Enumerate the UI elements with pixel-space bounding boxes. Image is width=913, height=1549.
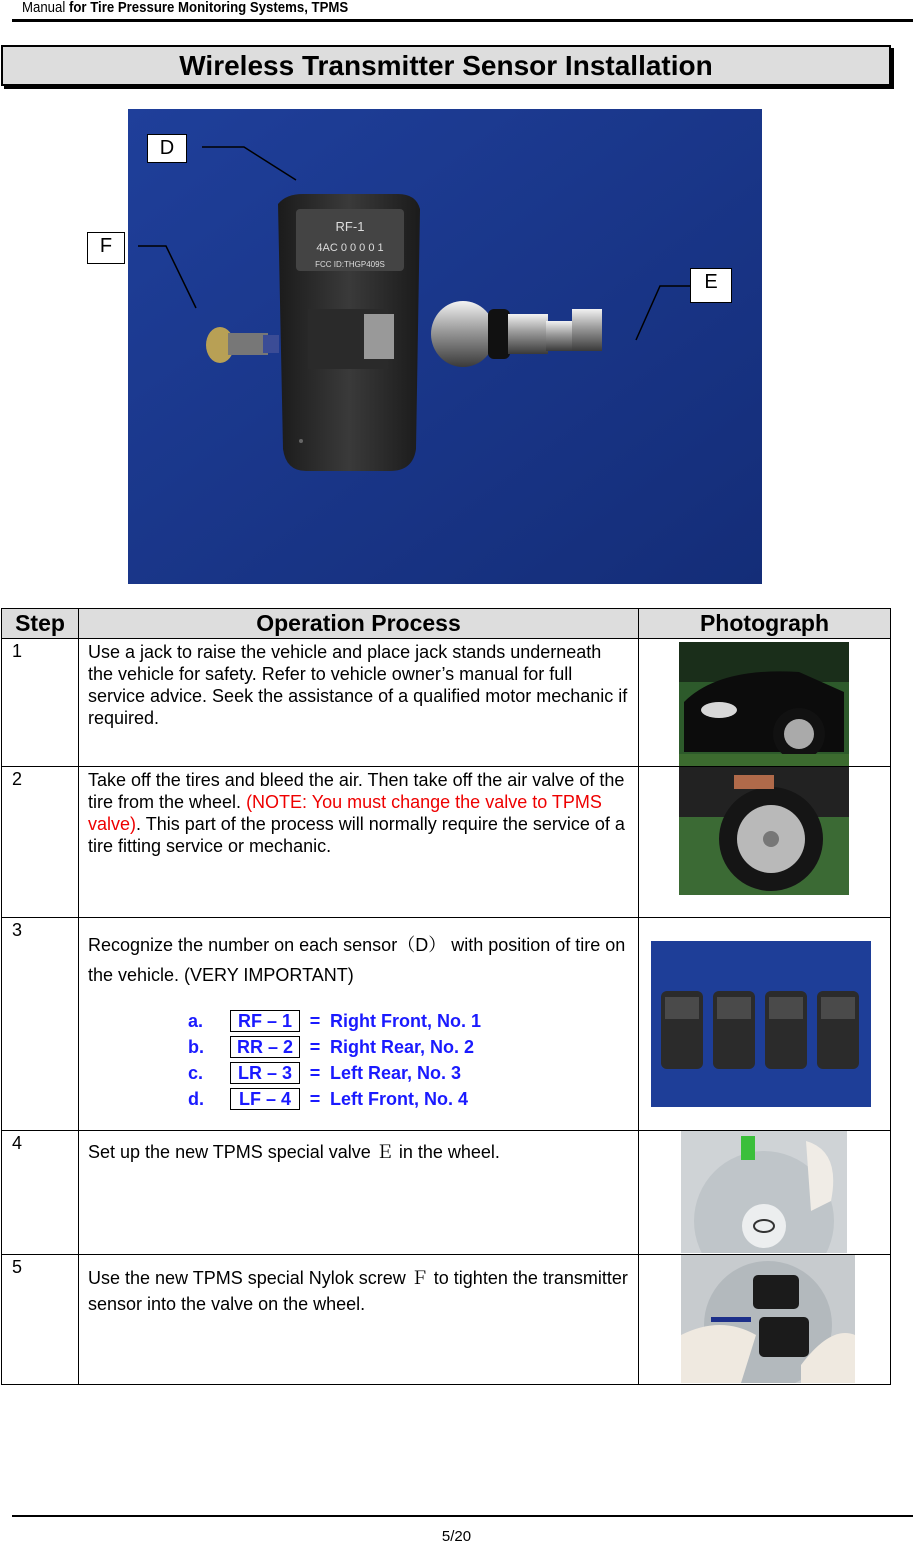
table-row <box>2 1255 891 1385</box>
code-equals: = <box>309 1063 321 1083</box>
code-equals: = <box>309 1037 321 1057</box>
step-number: 2 <box>2 767 79 918</box>
step-note: (NOTE: You must change the valve to TPMS valve) <box>88 792 602 834</box>
table-row <box>2 639 891 767</box>
photo-cell <box>639 767 891 918</box>
table-row <box>2 767 891 918</box>
steps-table <box>1 608 891 1385</box>
col-header-photograph: Photograph <box>639 609 891 639</box>
photo-cell <box>639 918 891 1131</box>
col-header-operation: Operation Process <box>79 609 639 639</box>
sensor-photo <box>128 109 762 584</box>
header-prefix: Manual <box>22 0 66 16</box>
step-text: Set up the new TPMS special valve Ｅ in the wheel. <box>79 1131 639 1255</box>
code-meaning: Right Rear, No. 2 <box>330 1037 475 1057</box>
running-header <box>22 0 348 16</box>
code-equals: = <box>309 1011 321 1031</box>
step-number: 1 <box>2 639 79 767</box>
code-equals: = <box>309 1089 321 1109</box>
list-item <box>188 1008 630 1034</box>
page-number: 5/20 <box>441 1528 472 1545</box>
code-meaning: Left Front, No. 4 <box>330 1089 468 1109</box>
photo-cell <box>639 639 891 767</box>
step-text: Recognize the number on each sensor（D） with position of tire on the vehicle. (VERY IMPORTANT) <box>88 935 626 985</box>
step-number: 5 <box>2 1255 79 1385</box>
sensor-label-line3: FCC ID:THGP409S <box>315 260 385 269</box>
table-row <box>2 918 891 1131</box>
four-sensors-photo <box>651 941 871 1107</box>
code-letter: b. <box>188 1037 204 1057</box>
section-title-box <box>1 45 891 86</box>
footer-rule <box>12 1515 913 1517</box>
code-box: RR – 2 <box>230 1036 300 1058</box>
code-box: LR – 3 <box>230 1062 300 1084</box>
list-item <box>188 1060 630 1086</box>
callout-d: D <box>147 134 187 163</box>
code-box: LF – 4 <box>230 1088 300 1110</box>
step-number: 4 <box>2 1131 79 1255</box>
step-text: Use a jack to raise the vehicle and place jack stands underneath the vehicle for safety. Refer to vehicle owner’s manual for full service advice. Seek the assistance of a qualified motor mechanic if required. <box>79 639 639 767</box>
screw-tighten-photo <box>681 1255 855 1383</box>
code-meaning: Right Front, No. 1 <box>330 1011 481 1031</box>
step-cell <box>79 918 639 1131</box>
callout-f: F <box>87 232 125 264</box>
sensor-label-line2: 4AC 0 0 0 0 1 <box>316 242 384 254</box>
section-title: Wireless Transmitter Sensor Installation <box>179 50 713 81</box>
header-title: for Tire Pressure Monitoring Systems, TPMS <box>68 0 349 16</box>
code-meaning: Left Rear, No. 3 <box>330 1063 462 1083</box>
car-jack-photo <box>679 642 849 766</box>
code-box: RF – 1 <box>230 1010 300 1032</box>
code-letter: c. <box>188 1063 204 1083</box>
list-item <box>188 1034 630 1060</box>
header-rule <box>12 19 913 22</box>
step-text: Use the new TPMS special Nylok screw Ｆ to tighten the transmitter sensor into the valve on the wheel. <box>79 1255 639 1385</box>
step-text-b: . This part of the process will normally require the service of a tire fitting service or mechanic. <box>88 814 625 856</box>
code-letter: d. <box>188 1089 204 1109</box>
valve-install-photo <box>681 1131 847 1253</box>
step-number: 3 <box>2 918 79 1131</box>
photo-cell <box>639 1255 891 1385</box>
list-item <box>188 1086 630 1112</box>
photo-cell <box>639 1131 891 1255</box>
step-text <box>79 767 639 918</box>
step-text-a: Take off the tires and bleed the air. Then take off the air valve of the tire from the wheel. <box>88 770 625 812</box>
code-letter: a. <box>188 1011 204 1031</box>
col-header-step: Step <box>2 609 79 639</box>
table-row <box>2 1131 891 1255</box>
sensor-label-line1: RF-1 <box>335 219 365 234</box>
callout-e: E <box>690 268 732 303</box>
tire-removal-photo <box>679 767 849 895</box>
sensor-code-list <box>188 1008 630 1112</box>
